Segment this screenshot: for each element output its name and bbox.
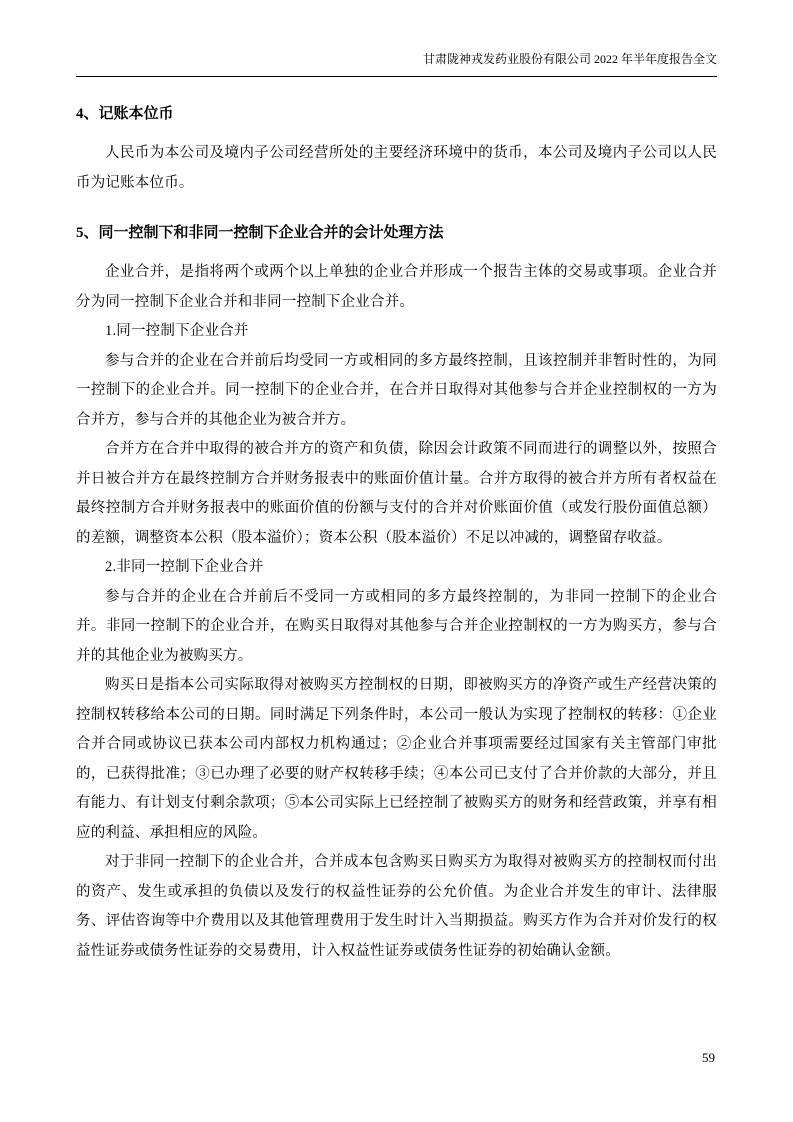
subsection-2-paragraph-1: 参与合并的企业在合并前后不受同一方或相同的多方最终控制的，为非同一控制下的企业合并。非同一控制下的企业合并，在购买日取得对其他参与合并企业控制权的一方为购买方，参与合并的其他企业为被购买方。 bbox=[76, 588, 717, 664]
section-4-heading: 4、记账本位币 bbox=[76, 106, 174, 122]
page-header bbox=[76, 50, 717, 77]
subsection-2-title: 2.非同一控制下企业合并 bbox=[105, 559, 264, 575]
page-footer bbox=[702, 1050, 715, 1066]
subsection-2-paragraph-2: 购买日是指本公司实际取得对被购买方控制权的日期，即被购买方的净资产或生产经营决策的控制权转移给本公司的日期。同时满足下列条件时，本公司一般认为实现了控制权的转移：①企业合并合同或协议已获本公司内部权力机构通过；②企业合并事项需要经过国家有关主管部门审批的，已获得批准；③已办理了必要的财产权转移手续；④本公司已支付了合并价款的大部分，并且有能力、有计划支付剩余款项；⑤本公司实际上已经控制了被购买方的财务和经营政策，并享有相应的利益、承担相应的风险。 bbox=[76, 677, 717, 841]
section-5-heading: 5、同一控制下和非同一控制下企业合并的会计处理方法 bbox=[76, 225, 444, 241]
subsection-1-paragraph-1: 参与合并的企业在合并前后均受同一方或相同的多方最终控制，且该控制并非暂时性的，为同一控制下的企业合并。同一控制下的企业合并，在合并日取得对其他参与合并企业控制权的一方为合并方，参与合并的其他企业为被合并方。 bbox=[76, 352, 717, 428]
document-content bbox=[76, 77, 717, 966]
page-number: 59 bbox=[702, 1050, 715, 1065]
subsection-1-title: 1.同一控制下企业合并 bbox=[105, 323, 249, 339]
subsection-2-paragraph-3: 对于非同一控制下的企业合并，合并成本包含购买日购买方为取得对被购买方的控制权而付出的资产、发生或承担的负债以及发行的权益性证券的公允价值。为企业合并发生的审计、法律服务、评估咨询等中介费用以及其他管理费用于发生时计入当期损益。购买方作为合并对价发行的权益性证券或债务性证券的交易费用，计入权益性证券或债务性证券的初始确认金额。 bbox=[76, 854, 717, 959]
subsection-1-paragraph-2: 合并方在合并中取得的被合并方的资产和负债，除因会计政策不同而进行的调整以外，按照合并日被合并方在最终控制方合并财务报表中的账面价值计量。合并方取得的被合并方所有者权益在最终控制方合并财务报表中的账面价值的份额与支付的合并对价账面价值（或发行股份面值总额）的差额，调整资本公积（股本溢价）；资本公积（股本溢价）不足以冲减的，调整留存收益。 bbox=[76, 441, 717, 546]
section-4-paragraph: 人民币为本公司及境内子公司经营所处的主要经济环境中的货币，本公司及境内子公司以人民币为记账本位币。 bbox=[76, 145, 717, 191]
report-title: 甘肃陇神戎发药业股份有限公司 2022 年半年度报告全文 bbox=[422, 52, 717, 66]
section-5-intro-paragraph: 企业合并，是指将两个或两个以上单独的企业合并形成一个报告主体的交易或事项。企业合并分为同一控制下企业合并和非同一控制下企业合并。 bbox=[76, 264, 717, 310]
